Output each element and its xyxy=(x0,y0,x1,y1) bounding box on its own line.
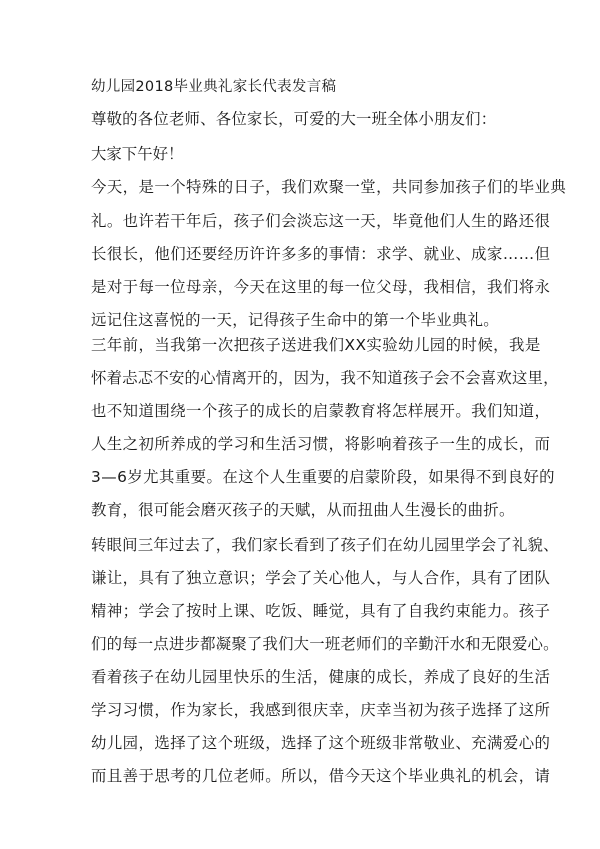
salutation-line: 大家下午好！ xyxy=(91,145,184,163)
body-line: 看着孩子在幼儿园里快乐的生活，健康的成长，养成了良好的生活 xyxy=(91,668,551,686)
body-line: 学习习惯，作为家长，我感到很庆幸，庆幸当初为孩子选择了这所 xyxy=(91,701,551,719)
body-line: 怀着忐忑不安的心情离开的，因为，我不知道孩子会不会喜欢这里， xyxy=(91,369,559,387)
body-line: 谦让，具有了独立意识；学会了关心他人，与人合作，具有了团队 xyxy=(91,569,551,587)
body-line: 三年前，当我第一次把孩子送进我们XX实验幼儿园的时候，我是 xyxy=(91,336,541,354)
body-line: 精神；学会了按时上课、吃饭、睡觉，具有了自我约束能力。孩子 xyxy=(91,602,551,620)
body-line: 远记住这喜悦的一天，记得孩子生命中的第一个毕业典礼。 xyxy=(91,311,499,329)
document-title: 幼儿园2018毕业典礼家长代表发言稿 xyxy=(91,79,337,95)
greeting-line: 尊敬的各位老师、各位家长，可爱的大一班全体小朋友们： xyxy=(91,110,497,128)
body-line: 长很长，他们还要经历许许多多的事情：求学、就业、成家……但 xyxy=(91,245,551,263)
body-line: 也不知道围绕一个孩子的成长的启蒙教育将怎样展开。我们知道， xyxy=(91,402,551,420)
body-line: 转眼间三年过去了，我们家长看到了孩子们在幼儿园里学会了礼貌、 xyxy=(91,536,559,554)
body-line: 是对于每一位母亲，今天在这里的每一位父母，我相信，我们将永 xyxy=(91,278,551,296)
body-line: 幼儿园，选择了这个班级，选择了这个班级非常敬业、充满爱心的 xyxy=(91,734,551,752)
body-line: 教育，很可能会磨灭孩子的天赋，从而扭曲人生漫长的曲折。 xyxy=(91,501,515,519)
body-line: 们的每一点进步都凝聚了我们大一班老师们的辛勤汗水和无限爱心。 xyxy=(91,635,559,653)
body-line: 人生之初所养成的学习和生活习惯，将影响着孩子一生的成长，而 xyxy=(91,435,551,453)
body-line: 礼。也许若干年后，孩子们会淡忘这一天，毕竟他们人生的路还很 xyxy=(91,212,551,230)
body-line: 3—6岁尤其重要。在这个人生重要的启蒙阶段，如果得不到良好的 xyxy=(91,468,556,486)
body-line: 而且善于思考的几位老师。所以，借今天这个毕业典礼的机会，请 xyxy=(91,767,551,785)
body-line: 今天，是一个特殊的日子，我们欢聚一堂，共同参加孩子们的毕业典 xyxy=(91,178,567,196)
